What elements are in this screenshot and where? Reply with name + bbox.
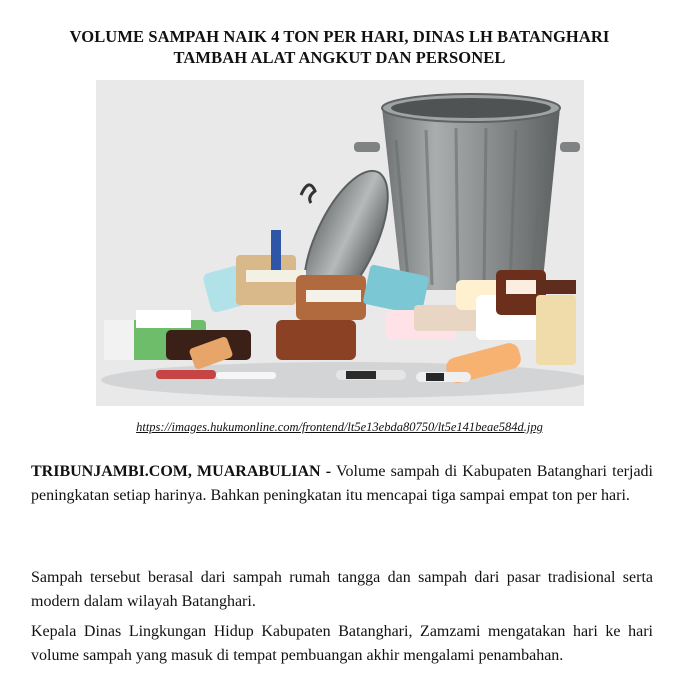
- paragraph-2: Sampah tersebut berasal dari sampah rumah tangga dan sampah dari pasar tradisional serta modern dalam wilayah Batanghari.: [31, 569, 653, 610]
- paragraph-1-text: Volume sampah di Kabupaten Batanghari terjadi peningkatan setiap harinya. Bahkan peningkatan itu mencapai tiga sampai empat ton per hari.: [31, 463, 654, 504]
- dateline: TRIBUNJAMBI.COM, MUARABULIAN -: [31, 463, 332, 480]
- trash-can-illustration: [96, 80, 584, 406]
- image-caption: https://images.hukumonline.com/frontend/lt5e13ebda80750/lt5e141beae584d.jpg: [136, 420, 543, 434]
- article-title: [20, 26, 659, 68]
- paragraph-3: Kepala Dinas Lingkungan Hidup Kabupaten Batanghari, Zamzami mengatakan hari ke hari volume sampah yang masuk di tempat pembuangan akhir mengalami penambahan.: [31, 623, 653, 664]
- paragraph-1: [31, 460, 653, 508]
- title-line-1: VOLUME SAMPAH NAIK 4 TON PER HARI, DINAS LH BATANGHARI: [69, 27, 610, 46]
- article-image: [96, 80, 584, 406]
- title-line-2: TAMBAH ALAT ANGKUT DAN PERSONEL: [173, 48, 506, 67]
